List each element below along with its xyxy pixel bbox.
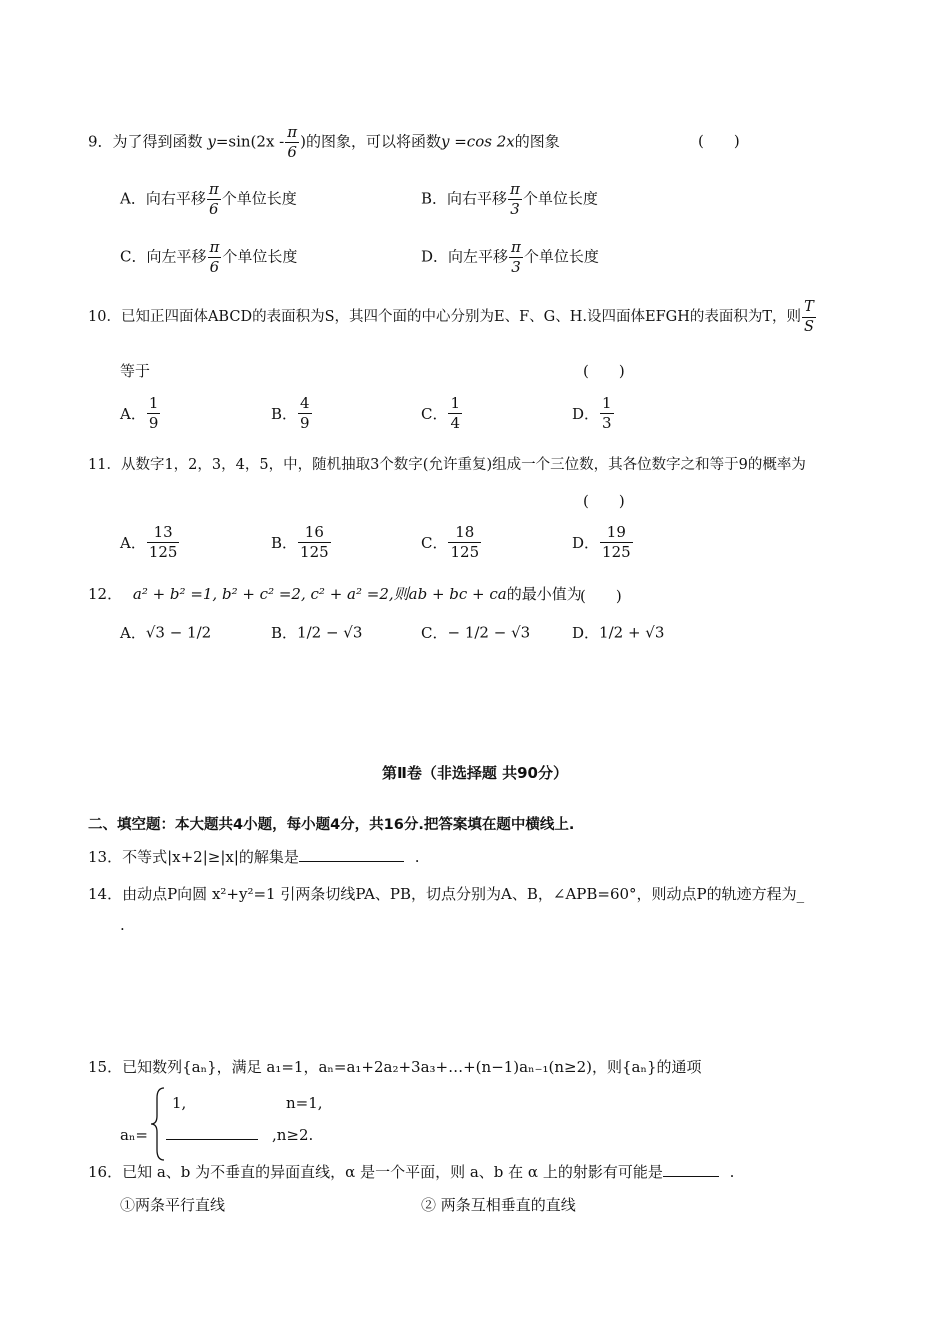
q10-option-a [120, 396, 161, 431]
frac-num: 19 [600, 525, 633, 543]
option-label: D． [572, 624, 600, 642]
q10-frac-num: T [802, 300, 816, 318]
option-label: B． [271, 624, 298, 642]
option-frac [147, 525, 180, 560]
q9-option-c [120, 240, 297, 275]
option-label: B． [271, 534, 298, 552]
option-post: 个单位长度 [222, 247, 298, 266]
q13-answer-blank[interactable] [299, 847, 404, 862]
option-label: C． [421, 534, 448, 552]
q15-stem [88, 1056, 702, 1077]
q16-number: 16． [88, 1163, 123, 1181]
option-post: 个单位长度 [523, 247, 599, 266]
option-label: D． [572, 405, 600, 423]
q15-case1-value: 1, [172, 1094, 187, 1112]
option-frac [600, 396, 614, 431]
frac-num: 13 [147, 525, 180, 543]
frac-num: 16 [298, 525, 331, 543]
option-pre: 向左平移 [146, 247, 207, 266]
q10-option-b [271, 396, 313, 431]
option-label: A． [120, 405, 146, 423]
q15-answer-blank[interactable] [166, 1125, 258, 1140]
q9-func1-den: 6 [287, 143, 297, 161]
q11-option-c [421, 525, 482, 560]
option-frac [508, 182, 522, 217]
q11-stem [88, 453, 806, 474]
option-label: C． [120, 247, 147, 266]
option-label: C． [421, 624, 448, 642]
q16-text: 已知 a、b 为不垂直的异面直线，α 是一个平面，则 a、b 在 α 上的射影有可能是 [122, 1163, 663, 1181]
option-frac [298, 525, 331, 560]
q11-option-a [120, 525, 180, 560]
frac-num: 18 [448, 525, 481, 543]
option-pre: 向右平移 [145, 189, 206, 208]
option-frac [448, 396, 462, 431]
q15-lhs: aₙ= [120, 1126, 149, 1144]
q9-func1-close: ) [300, 132, 306, 151]
option-pre: 向右平移 [447, 189, 508, 208]
frac-num: π [511, 238, 521, 256]
q14-text: 由动点P向圆 x²+y²=1 引两条切线PA、PB，切点分别为A、B，∠APB=60°，则动点P的轨迹方程为_ [122, 885, 805, 903]
frac-den: 9 [300, 414, 310, 432]
option-label: C． [421, 405, 448, 423]
option-pre: 向左平移 [448, 247, 509, 266]
q15-text: 已知数列{aₙ}，满足 a₁=1，aₙ=a₁+2a₂+3a₃+…+(n−1)aₙ₋₁(n≥2)，则{aₙ}的通项 [122, 1058, 702, 1076]
frac-den: 9 [148, 414, 159, 432]
q12-text: 的最小值为 [506, 585, 582, 603]
q9-func1-num: π [287, 123, 298, 141]
frac-den: 3 [602, 414, 612, 432]
option-label: A． [120, 624, 146, 642]
q10-option-d [572, 396, 615, 431]
option-post: 个单位长度 [221, 189, 297, 208]
q12-option-a [120, 622, 211, 643]
q9-option-a [120, 182, 297, 217]
option-frac [298, 396, 312, 431]
option-label: D． [572, 534, 600, 552]
q16-option-2: ② 两条互相垂直的直线 [421, 1196, 576, 1214]
q14-end: . [120, 916, 125, 934]
frac-num: π [510, 180, 520, 198]
frac-den: 125 [300, 543, 329, 561]
option-label: B． [271, 405, 298, 423]
q9-func1-eq: =sin(2x - [215, 132, 285, 151]
q10-paren: ( ) [583, 362, 625, 380]
q11-paren: ( ) [583, 492, 625, 510]
q15-case2-cond: ,n≥2. [272, 1126, 314, 1144]
option-frac [600, 525, 633, 560]
q9-option-d [421, 240, 599, 275]
frac-den: 6 [209, 258, 220, 276]
q13-stem [88, 846, 419, 867]
q16-stem [88, 1161, 734, 1182]
option-frac [509, 240, 523, 275]
option-label: A． [120, 534, 146, 552]
q12-option-b [271, 622, 362, 643]
q14-number: 14． [88, 885, 123, 903]
q14-stem [88, 883, 804, 904]
q9-text-a: 为了得到函数 [112, 132, 203, 151]
q9-stem [88, 125, 560, 165]
option-expr: 1/2 − √3 [297, 623, 363, 642]
q11-number: 11． [88, 457, 121, 473]
frac-den: 3 [510, 200, 520, 218]
q16-answer-blank[interactable] [663, 1162, 719, 1177]
q15-brace [150, 1086, 166, 1162]
frac-den: 125 [450, 543, 480, 561]
frac-den: 6 [209, 200, 219, 218]
q12-option-c [421, 622, 530, 643]
section2-heading: 二、填空题：本大题共4小题，每小题4分，共16分.把答案填在题中横线上. [88, 817, 575, 833]
q10-option-c [421, 396, 463, 431]
option-frac [448, 525, 481, 560]
frac-den: 125 [602, 543, 631, 561]
q15-case1-cond: n=1, [286, 1094, 323, 1112]
q12-number: 12． [88, 585, 123, 603]
q9-text-c: 的图象 [514, 132, 560, 151]
q9-paren: ( ) [698, 132, 740, 150]
q11-text: 从数字1，2，3，4，5，中，随机抽取3个数字(允许重复)组成一个三位数，其各位数字之和等于9的概率为 [120, 457, 806, 473]
option-expr: 1/2 + √3 [599, 623, 665, 642]
option-expr: − 1/2 − √3 [447, 623, 531, 642]
q9-option-b [421, 182, 598, 217]
section2-title: 第Ⅱ卷（非选择题 共90分） [382, 764, 568, 782]
q15-number: 15． [88, 1058, 123, 1076]
q13-number: 13． [88, 848, 123, 866]
q12-stem [88, 583, 582, 604]
q9-number: 9． [88, 132, 113, 151]
q12-paren: ( ) [580, 587, 622, 605]
q10-frac-den: S [804, 318, 814, 335]
q10-frac [802, 300, 816, 334]
frac-num: 1 [148, 394, 159, 412]
frac-num: π [208, 180, 219, 198]
q9-func1-frac [285, 125, 299, 160]
frac-num: 4 [300, 394, 310, 412]
q10-stem [88, 300, 817, 334]
option-label: A． [120, 189, 146, 208]
option-label: B． [421, 189, 448, 208]
q16-option-1: ①两条平行直线 [120, 1196, 226, 1214]
frac-num: 1 [602, 394, 612, 412]
q9-func2: y =cos 2x [440, 132, 515, 151]
q16-end: . [729, 1163, 735, 1181]
option-label: D． [421, 247, 449, 266]
option-post: 个单位长度 [522, 189, 598, 208]
option-expr: √3 − 1/2 [145, 623, 212, 642]
q12-condition: a² + b² =1, b² + c² =2, c² + a² =2,则ab + bc + ca [132, 585, 507, 603]
option-frac [207, 182, 221, 217]
option-frac [147, 396, 161, 431]
frac-num: 1 [450, 394, 461, 412]
q10-number: 10． [88, 309, 121, 325]
q12-option-d [572, 622, 664, 643]
q9-text-b: 的图象，可以将函数 [305, 132, 441, 151]
q13-end: . [414, 848, 420, 866]
frac-den: 3 [511, 258, 521, 276]
option-frac [208, 240, 222, 275]
q13-text: 不等式|x+2|≥|x|的解集是 [122, 848, 299, 866]
frac-den: 125 [148, 543, 178, 561]
q9-func1-lhs: y [207, 132, 216, 151]
q11-option-b [271, 525, 332, 560]
q11-option-d [572, 525, 634, 560]
frac-den: 4 [450, 414, 461, 432]
q10-text2: 等于 [120, 362, 151, 380]
frac-num: π [209, 238, 220, 256]
q10-text: 已知正四面体ABCD的表面积为S，其四个面的中心分别为E、F、G、H.设四面体EFGH的表面积为T，则 [120, 309, 802, 325]
